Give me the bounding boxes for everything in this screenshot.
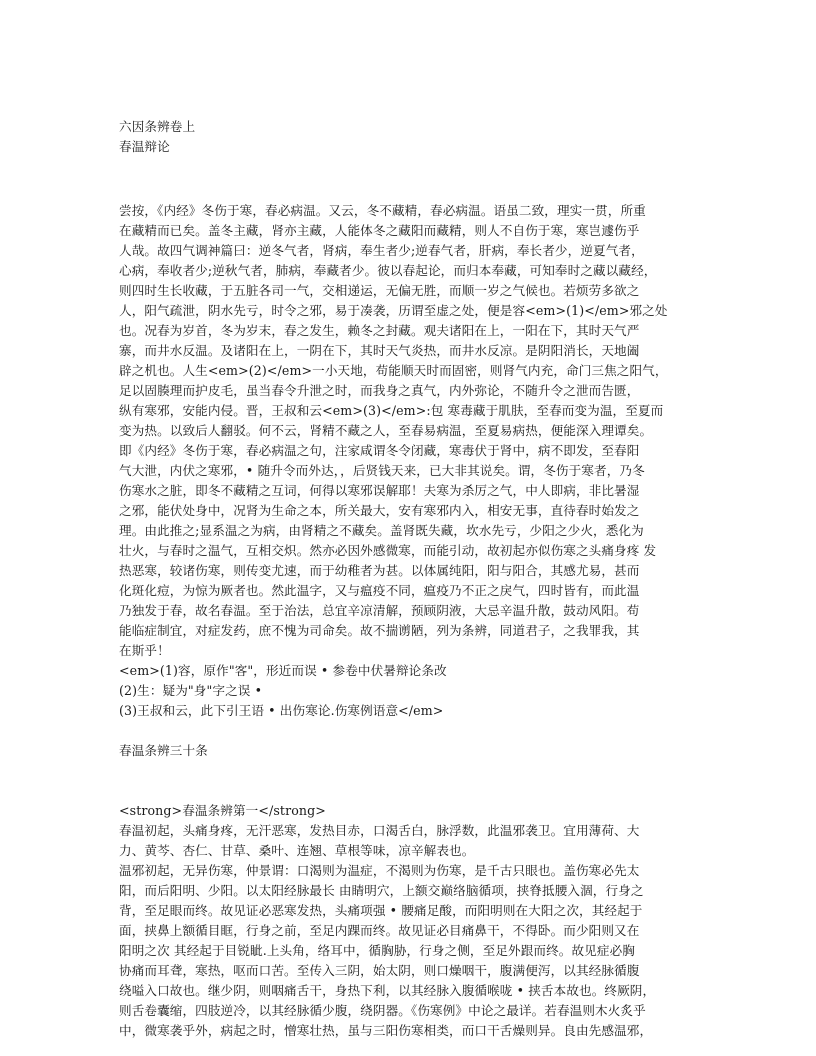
intro-line: 能临症制宜，对症发药，庶不愧为司命矣。故不揣谫陋，列为条辨，同道君子，之我罪我，其 [119, 623, 640, 638]
document-page [119, 117, 699, 1041]
section2-line: 绕嗌入口故也。继少阴，则咽痛舌干，身热下利，以其经脉入腹循喉咙 • 挟舌本故也。终厥阴， [119, 983, 656, 998]
intro-line: 即《内经》冬伤于寒，春必病温之句，注家咸谓冬令闭藏，寒毒伏于肾中，病不即发，至春阳 [119, 443, 640, 458]
intro-line: 理。由此推之;显系温之为病，由肾精之不藏矣。盖肾既失藏，坎水先亏，少阳之少火，悉化为 [119, 523, 644, 538]
intro-line: 人哉。故四气调神篇曰：逆冬气者，肾病，奉生者少;逆春气者，肝病，奉长者少，逆夏气者， [119, 243, 644, 258]
section2-line: 则舌卷囊缩，四肢逆冷，以其经脉循少腹，绕阴器。《伤寒例》中论之最详。若春温则木火炙乎 [119, 1003, 646, 1018]
section2-line: 面，挟鼻上额循目眶，行身之前，至足内踝而终。故见证必目痛鼻干，不得卧。而少阳则又在 [119, 923, 640, 938]
section2-line: 力、黄芩、杏仁、甘草、桑叶、连翘、草根等味，凉辛解表也。 [119, 843, 475, 858]
intro-line: 化斑化痘，为惊为厥者也。然此温字，又与瘟疫不同，瘟疫乃不正之戾气，四时皆有，而此温 [119, 583, 640, 598]
intro-line: 心病，奉收者少;逆秋气者，肺病，奉藏者少。彼以春起论，而归本奉藏，可知奉时之藏以藏经， [119, 263, 657, 278]
intro-line: 人，阳气疏泄，阴水先亏，时令之邪，易于凑袭，历谓至虚之处，便是容<em>(1)</em>邪之处 [119, 303, 668, 318]
intro-line: 在藏精而已矣。盖冬主藏，肾亦主藏，人能体冬之藏阳而藏精，则人不自伤于寒，寒岂遽伤乎 [119, 223, 640, 238]
spacer [119, 761, 699, 801]
section2-body [119, 801, 699, 1041]
spacer [119, 721, 699, 741]
footnote-line: <em>(1)容，原作"客"，形近而误 • 参卷中伏暑辩论条改 [119, 663, 447, 678]
section2-line: 协痛而耳聋，寒热，呕而口苦。至传入三阴，始太阴，则口燥咽干，腹满便泻，以其经脉循腹 [119, 963, 640, 978]
intro-line: 乃独发于春，故名春温。至于治法，总宜辛凉清解，预顾阴液，大忌辛温升散，鼓动风阳。苟 [119, 603, 640, 618]
intro-line: 热恶寒，较诸伤寒，则传变尤速，而于幼稚者为甚。以体属纯阳，阳与阳合，其感尤易，甚而 [119, 563, 640, 578]
section-title: 春温辩论 [119, 139, 170, 154]
intro-line: 也。况春为岁首，冬为岁末，春之发生，赖冬之封藏。观夫诸阳在上，一阳在下，其时天气严 [119, 323, 640, 338]
intro-line: 在斯乎！ [119, 643, 170, 658]
intro-line: 壮火，与春时之温气，互相交炽。然亦必因外感微寒，而能引动，故初起亦似伤寒之头痛身疼 发 [119, 543, 657, 558]
volume-title: 六因条辨卷上 [119, 119, 196, 134]
footnote-line: (2)生：疑为"身"字之误 • [119, 683, 263, 698]
section2-line: <strong>春温条辨第一</strong> [119, 803, 326, 818]
section2-line: 春温初起，头痛身疼，无汗恶寒，发热目赤，口渴舌白，脉浮数，此温邪袭卫。宜用薄荷、大 [119, 823, 640, 838]
intro-line: 纵有寒邪，安能内侵。晋，王叔和云<em>(3)</em>:包 寒毒藏于肌肤，至春而变为温，至夏而 [119, 403, 664, 418]
section2-line: 中，微寒袭乎外，病起之时，憎寒壮热，虽与三阳伤寒相类，而口干舌燥则异。良由先感温邪， [119, 1023, 653, 1038]
intro-line: 辟之机也。人生<em>(2)</em>一小天地，苟能顺天时而固密，则肾气内充，命门三焦之阳气， [119, 363, 668, 378]
intro-body [119, 201, 699, 721]
footnote-line: (3)王叔和云，此下引王语 • 出伤寒论.伤寒例语意</em> [119, 703, 444, 718]
intro-line: 伤寒水之脏，即冬不藏精之互词，何得以寒邪误解耶！夫寒为杀厉之气，中人即病，非比暑湿 [119, 483, 640, 498]
section2-line: 阳，而后阳明、少阳。以太阳经脉最长 由睛明穴，上额交巅络脑循项，挟脊抵腰入涸，行身之 [119, 883, 644, 898]
intro-line: 足以固腠理而护皮毛，虽当春令升泄之时，而我身之真气，内外弥论，不随升令之泄而告匮， [119, 383, 640, 398]
spacer [119, 157, 699, 201]
section2-line: 阳明之次 其经起于目锐眦.上头角，络耳中，循胸胁，行身之侧，至足外跟而终。故见症必胸 [119, 943, 635, 958]
section2-line: 背，至足眼而终。故见证必恶寒发热，头痛项强 • 腰痛足酸，而阳明则在大阳之次，其经起于 [119, 903, 643, 918]
section2-title: 春温条辨三十条 [119, 743, 208, 758]
intro-line: 气大泄，内伏之寒邪，• 随升令而外达，，后贤钱天来，已大非其说矣。谓，冬伤于寒者，乃冬 [119, 463, 645, 478]
intro-line: 变为热。以致后人翻驳。何不云，肾精不藏之人，至春易病温，至夏易病热，便能深入理谭矣。 [119, 423, 653, 438]
section2-line: 温邪初起，无异伤寒，仲景谓：口渴则为温症，不渴则为伤寒，是千古只眼也。盖伤寒必先太 [119, 863, 640, 878]
intro-line: 寨，而井水反温。及诸阳在上，一阴在下，其时天气炎热，而井水反凉。是阴阳消长，天地阖 [119, 343, 640, 358]
intro-line: 尝按，《内经》冬伤于寒，春必病温。又云，冬不藏精，春必病温。语虽二致，理实一贯，所重 [119, 203, 646, 218]
intro-line: 之邪，能伏处身中，况肾为生命之本，所关最大，安有寒邪内入，相安无事，直待春时始发之 [119, 503, 640, 518]
intro-line: 则四时生长收藏，于五脏各司一气，交相递运，无偏无胜，而顺一岁之气候也。若烦劳多欲之 [119, 283, 640, 298]
